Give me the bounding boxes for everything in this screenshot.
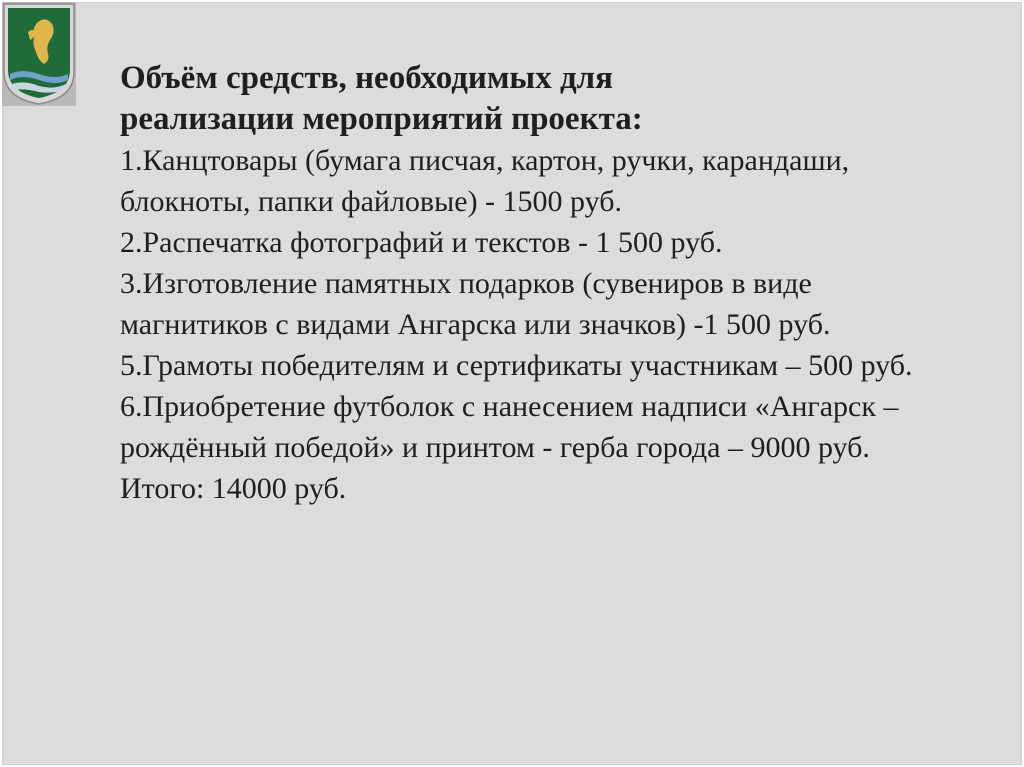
slide [2,2,1022,765]
title-line-1: Объём средств, необходимых для [120,60,614,96]
slide-title [120,58,920,140]
budget-item: 6.Приобретение футболок с нанесением надписи «Ангарск – рождённый победой» и принтом - герба города – 9000 руб. [120,390,899,464]
budget-items-list [120,140,920,468]
title-line-2: реализации мероприятий проекта: [120,101,643,137]
budget-item: 2.Распечатка фотографий и текстов - 1 500 руб. [120,226,723,259]
angarsk-coat-of-arms-icon [2,2,76,106]
budget-total: Итого: 14000 руб. [120,472,347,505]
budget-item: 5.Грамоты победителям и сертификаты участникам – 500 руб. [120,349,913,382]
budget-item: 1.Канцтовары (бумага писчая, картон, ручки, карандаши, блокноты, папки файловые) - 1500 руб. [120,144,850,218]
slide-content [120,58,920,509]
budget-item: 3.Изготовление памятных подарков (сувениров в виде магнитиков с видами Ангарска или значков) -1 500 руб. [120,267,831,341]
